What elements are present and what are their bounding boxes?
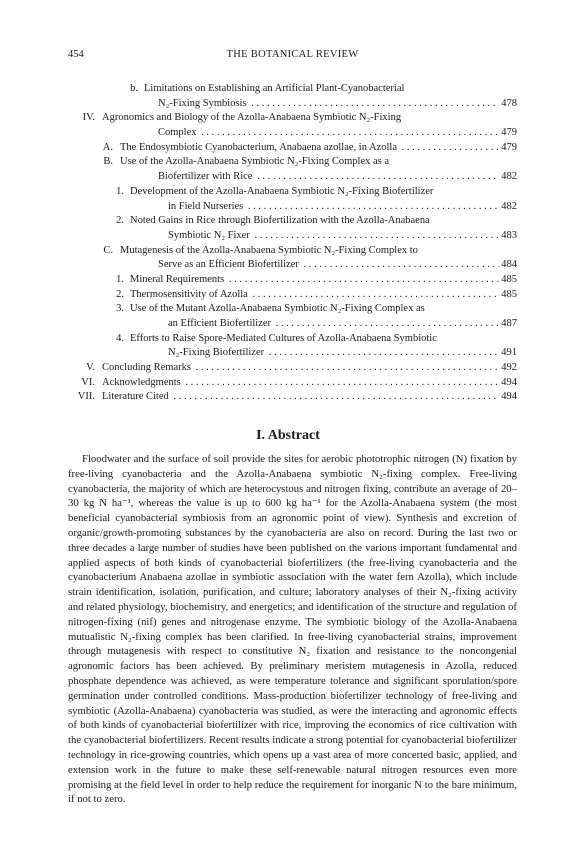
toc-entry-title: Efforts to Raise Spore-Mediated Cultures of Azolla-Anabaena Symbiotic xyxy=(130,332,437,344)
toc-entry-title: Thermosensitivity of Azolla xyxy=(130,288,248,300)
toc-entry-title: Noted Gains in Rice through Biofertilization with the Azolla-Anabaena xyxy=(130,215,430,227)
toc-entry xyxy=(68,200,517,215)
toc-entry-title: Agronomics and Biology of the Azolla-Anabaena Symbiotic N₂-Fixing xyxy=(102,112,402,124)
toc-entry xyxy=(68,258,517,273)
toc-entry-title: Literature Cited xyxy=(102,391,169,403)
table-of-contents xyxy=(68,82,517,405)
toc-entry-page: 485 xyxy=(499,273,517,288)
toc-entry-title: N₂-Fixing Symbiosis xyxy=(158,97,247,109)
toc-entry-title: Biofertilizer with Rice xyxy=(158,171,253,183)
toc-entry-number: C. xyxy=(103,244,113,256)
toc-entry-page: 492 xyxy=(499,361,517,376)
toc-entry-title: an Efficient Biofertilizer xyxy=(168,318,272,329)
abstract-paragraph: Floodwater and the surface of soil provide the sites for aerobic phototrophic nitrogen (N) fixation by free-living cyanobacteria and the Azolla-Anabaena symbiotic N₂-fixing complex. Free-living cyanobacteria, the majority of which are heterocystous and nitrogen fixing, contribute an average of 20–30 kg N ha⁻¹, whereas the value is up to 600 kg ha⁻¹ for the Azolla-Anabaena system (the most beneficial cyanobacterial symbiosis from an agronomic point of view). Synthesis and excretion of organic/growth-promoting substances by the cyanobacteria are also on record. During the last two or three decades a large number of studies have been published on the various important fundamental and applied aspects of both kinds of cyanobacterial biofertilizers (the free-living cyanobacteria and the cyanobacterium Anabaena azollae in symbiotic association with the water fern Azolla), which include strain identification, isolation, purification, and culture; laboratory analyses of their N₂-fixing activity and related physiology, biochemistry, and energetics; and identification of the structure and regulation of nitrogen-fixing (nif) genes and nitrogenase enzyme. The symbiotic biology of the Azolla-Anabaena mutualistic N₂-fixing complex has been clarified. In free-living cyanobacterial strains, improvement through mutagenesis with respect to constitutive N₂ fixation and resistance to the noncongenial agronomic factors has been achieved. By preliminary meristem mutagenesis in Azolla, reduced phosphate dependence was achieved, as were temperature tolerance and significant sporulation/spore germination under controlled conditions. Mass-production biofertilizer technology of free-living and symbiotic (Azolla-Anabaena) cyanobacteria was studied, as were the interacting and agronomic effects of both kinds of cyanobacterial biofertilizer with rice, improving the economics of rice cultivation with the cyanobacterial biofertilizers. Recent results indicate a strong potential for cyanobacterial biofertilizer technology in rice-growing countries, which opens up a vast area of more concerted basic, applied, and extension work in the future to make these self-renewable natural nitrogen resources even more promising at the field level in order to help reduce the requirement for inorganic N to the bare minimum, if not to zero. xyxy=(68,453,517,806)
toc-entry-page: 485 xyxy=(499,288,517,303)
toc-entry-title: Serve as an Efficient Biofertilizer xyxy=(158,259,299,271)
toc-entry-title: N₂-Fixing Biofertilizer xyxy=(168,347,265,359)
toc-entry xyxy=(68,273,517,288)
toc-entry xyxy=(68,141,517,156)
page-number: 454 xyxy=(68,49,84,60)
toc-entry xyxy=(68,317,517,332)
toc-entry xyxy=(68,346,517,361)
toc-entry-title: Use of the Azolla-Anabaena Symbiotic N₂-Fixing Complex as a xyxy=(120,156,390,168)
toc-entry-page: 491 xyxy=(499,346,517,361)
toc-entry-page: 479 xyxy=(499,141,517,156)
toc-entry-number: b. xyxy=(130,83,138,94)
toc-entry-title: Limitations on Establishing an Artificial Plant-Cyanobacterial xyxy=(144,83,405,94)
toc-entry xyxy=(68,155,517,170)
toc-entry xyxy=(68,82,517,97)
toc-entry-number: A. xyxy=(102,141,113,153)
toc-entry-number: 1. xyxy=(116,185,124,197)
toc-entry-number: VI. xyxy=(81,376,95,388)
page-header xyxy=(68,49,517,63)
toc-entry xyxy=(68,111,517,126)
toc-entry-number: B. xyxy=(103,156,113,168)
toc-entry xyxy=(68,376,517,391)
toc-entry-title: The Endosymbiotic Cyanobacterium, Anabaena azollae, in Azolla xyxy=(120,141,397,153)
toc-entry-page: 494 xyxy=(499,376,517,391)
toc-entry-number: VII. xyxy=(77,391,95,403)
toc-entry-title: in Field Nurseries xyxy=(168,200,244,212)
running-head: THE BOTANICAL REVIEW xyxy=(226,49,359,60)
toc-entry-number: 2. xyxy=(116,288,124,300)
toc-entry-page: 483 xyxy=(499,229,517,244)
toc-entry xyxy=(68,288,517,303)
toc-entry xyxy=(68,97,517,112)
toc-entry-page: 482 xyxy=(499,200,517,215)
toc-entry xyxy=(68,302,517,317)
toc-entry xyxy=(68,229,517,244)
toc-entry-number: 4. xyxy=(116,332,124,344)
toc-entry xyxy=(68,244,517,259)
toc-entry-title: Development of the Azolla-Anabaena Symbiotic N₂-Fixing Biofertilizer xyxy=(130,185,434,197)
toc-entry xyxy=(68,126,517,141)
toc-entry-number: 3. xyxy=(116,303,124,315)
toc-entry-title: Complex xyxy=(158,127,197,139)
toc-entry-title: Mineral Requirements xyxy=(130,273,225,285)
toc-entry-title: Acknowledgments xyxy=(102,376,181,388)
toc-entry-page: 484 xyxy=(499,258,517,273)
toc-entry-title: Symbiotic N₂ Fixer xyxy=(168,229,250,241)
toc-entry-page: 478 xyxy=(499,97,517,112)
toc-entry-title: Concluding Remarks xyxy=(102,362,191,374)
toc-entry xyxy=(68,390,517,405)
toc-entry-number: V. xyxy=(86,362,95,374)
toc-entry xyxy=(68,185,517,200)
toc-entry-number: 1. xyxy=(116,273,124,285)
toc-entry-page: 482 xyxy=(499,170,517,185)
toc-entry xyxy=(68,170,517,185)
toc-entry-title: Mutagenesis of the Azolla-Anabaena Symbiotic N₂-Fixing Complex to xyxy=(120,244,418,256)
toc-entry-page: 487 xyxy=(499,317,517,332)
toc-entry-title: Use of the Mutant Azolla-Anabaena Symbiotic N₂-Fixing Complex as xyxy=(130,303,425,315)
toc-entry xyxy=(68,332,517,347)
toc-entry-number: IV. xyxy=(82,112,95,124)
toc-entry-page: 479 xyxy=(499,126,517,141)
toc-entry-page: 494 xyxy=(499,390,517,405)
toc-entry xyxy=(68,361,517,376)
toc-entry xyxy=(68,214,517,229)
abstract-heading: I. Abstract xyxy=(256,428,320,443)
toc-entry-number: 2. xyxy=(116,215,124,227)
